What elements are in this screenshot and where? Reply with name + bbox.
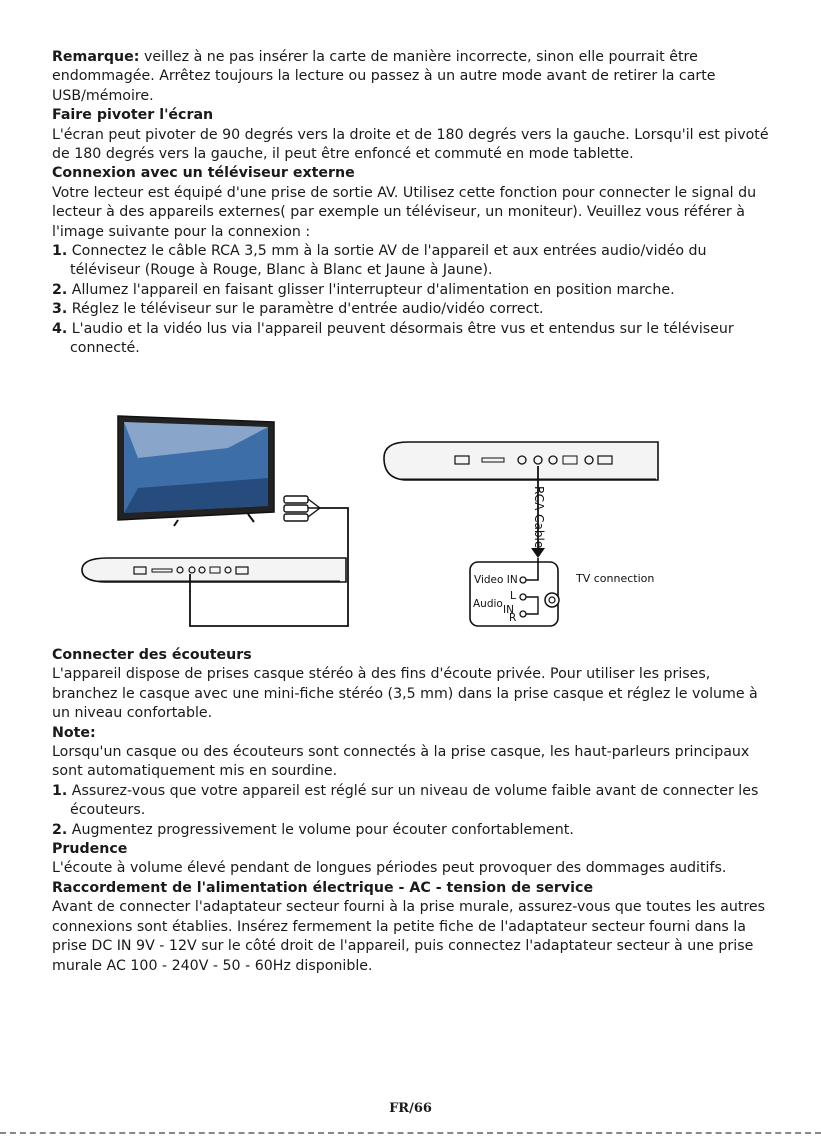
- tv-intro: Votre lecteur est équipé d'une prise de sortie AV. Utilisez cette fonction pour connecter le signal du lecteur à des appareils externes( par exemple un téléviseur, un moniteur). Veuillez vous référer à l'image suivante pour la connexion :: [52, 184, 757, 240]
- tv-connection-label: TV connection: [576, 572, 655, 585]
- step-text: Augmentez progressivement le volume pour écouter confortablement.: [67, 821, 574, 838]
- l-label: L: [510, 590, 516, 602]
- rotate-text: L'écran peut pivoter de 90 degrés vers la droite et de 180 degrés vers la gauche. Lorsqu'il est pivoté de 180 degrés vers la gauche, il peut être enfoncé et commuté en mode tablette.: [52, 126, 769, 163]
- tv-heading: Connexion avec un téléviseur externe: [52, 165, 355, 182]
- step-text: L'audio et la vidéo lus via l'appareil peuvent désormais être vus et entendus sur le téléviseur connecté.: [67, 320, 734, 357]
- tv-step-4: [52, 320, 772, 359]
- page-bottom-rule: [0, 1132, 821, 1134]
- step-text: Réglez le téléviseur sur le paramètre d'entrée audio/vidéo correct.: [67, 301, 544, 318]
- step-text: Allumez l'appareil en faisant glisser l'interrupteur d'alimentation en position marche.: [67, 281, 675, 298]
- video-in-label: Video IN: [474, 574, 518, 586]
- step-text: Connectez le câble RCA 3,5 mm à la sortie AV de l'appareil et aux entrées audio/vidéo du téléviseur (Rouge à Rouge, Blanc à Blanc et Jaune à Jaune).: [67, 243, 707, 279]
- step-number: 2.: [52, 821, 68, 838]
- tv-step-1: [52, 242, 772, 281]
- step-number: 1.: [52, 243, 68, 260]
- upper-text: [52, 48, 772, 359]
- power-heading: Raccordement de l'alimentation électrique - AC - tension de service: [52, 879, 594, 896]
- remark-paragraph: [52, 48, 772, 106]
- r-label: R: [509, 612, 517, 624]
- headphones-step-1: [52, 782, 772, 821]
- step-number: 1.: [52, 782, 68, 799]
- remark-label: Remarque:: [52, 49, 140, 65]
- note-label: Note:: [52, 724, 96, 741]
- headphones-text: L'appareil dispose de prises casque stéréo à des fins d'écoute privée. Pour utiliser les prises, branchez le casque avec une mini-fiche stéréo (3,5 mm) dans la prise casque et réglez le volume à un niveau confortable.: [52, 666, 758, 722]
- player-device-bottom: [82, 558, 346, 592]
- step-number: 4.: [52, 320, 68, 337]
- page-number: FR/66: [389, 1101, 432, 1116]
- remark-text: veillez à ne pas insérer la carte de manière incorrecte, sinon elle pourrait être endommagée. Arrêtez toujours la lecture ou passez à un autre mode avant de retirer la carte USB/mémoire.: [52, 49, 716, 104]
- headphones-heading: Connecter des écouteurs: [52, 647, 252, 663]
- caution-text: L'écoute à volume élevé pendant de longues périodes peut provoquer des dommages auditifs.: [52, 860, 727, 877]
- tv-step-2: [52, 281, 772, 300]
- tv-connection-diagram: [78, 408, 678, 640]
- tv-step-3: [52, 300, 772, 319]
- tv-illustration: [118, 416, 274, 526]
- audio-label: Audio: [473, 598, 503, 610]
- audio-in-label: IN: [503, 604, 514, 616]
- step-number: 3.: [52, 301, 68, 318]
- player-device-right: [384, 442, 658, 558]
- step-text: Assurez-vous que votre appareil est réglé sur un niveau de volume faible avant de connecter les écouteurs.: [67, 782, 759, 819]
- rca-cable-label: RCA Cable: [532, 486, 546, 549]
- lower-text: [52, 646, 772, 976]
- power-text: Avant de connecter l'adaptateur secteur fourni à la prise murale, assurez-vous que toutes les autres connexions sont établies. Insérez fermement la petite fiche de l'adaptateur secteur fourni dans la prise DC IN 9V - 12V sur le côté droit de l'appareil, puis connectez l'adaptateur secteur à une prise murale AC 100 - 240V - 50 - 60Hz disponible.: [52, 899, 766, 974]
- caution-heading: Prudence: [52, 841, 128, 858]
- step-number: 2.: [52, 281, 68, 298]
- rotate-heading: Faire pivoter l'écran: [52, 107, 214, 124]
- note-text: Lorsqu'un casque ou des écouteurs sont connectés à la prise casque, les haut-parleurs principaux sont automatiquement mis en sourdine.: [52, 744, 750, 780]
- connection-illustration: [78, 408, 678, 640]
- headphones-step-2: [52, 821, 772, 840]
